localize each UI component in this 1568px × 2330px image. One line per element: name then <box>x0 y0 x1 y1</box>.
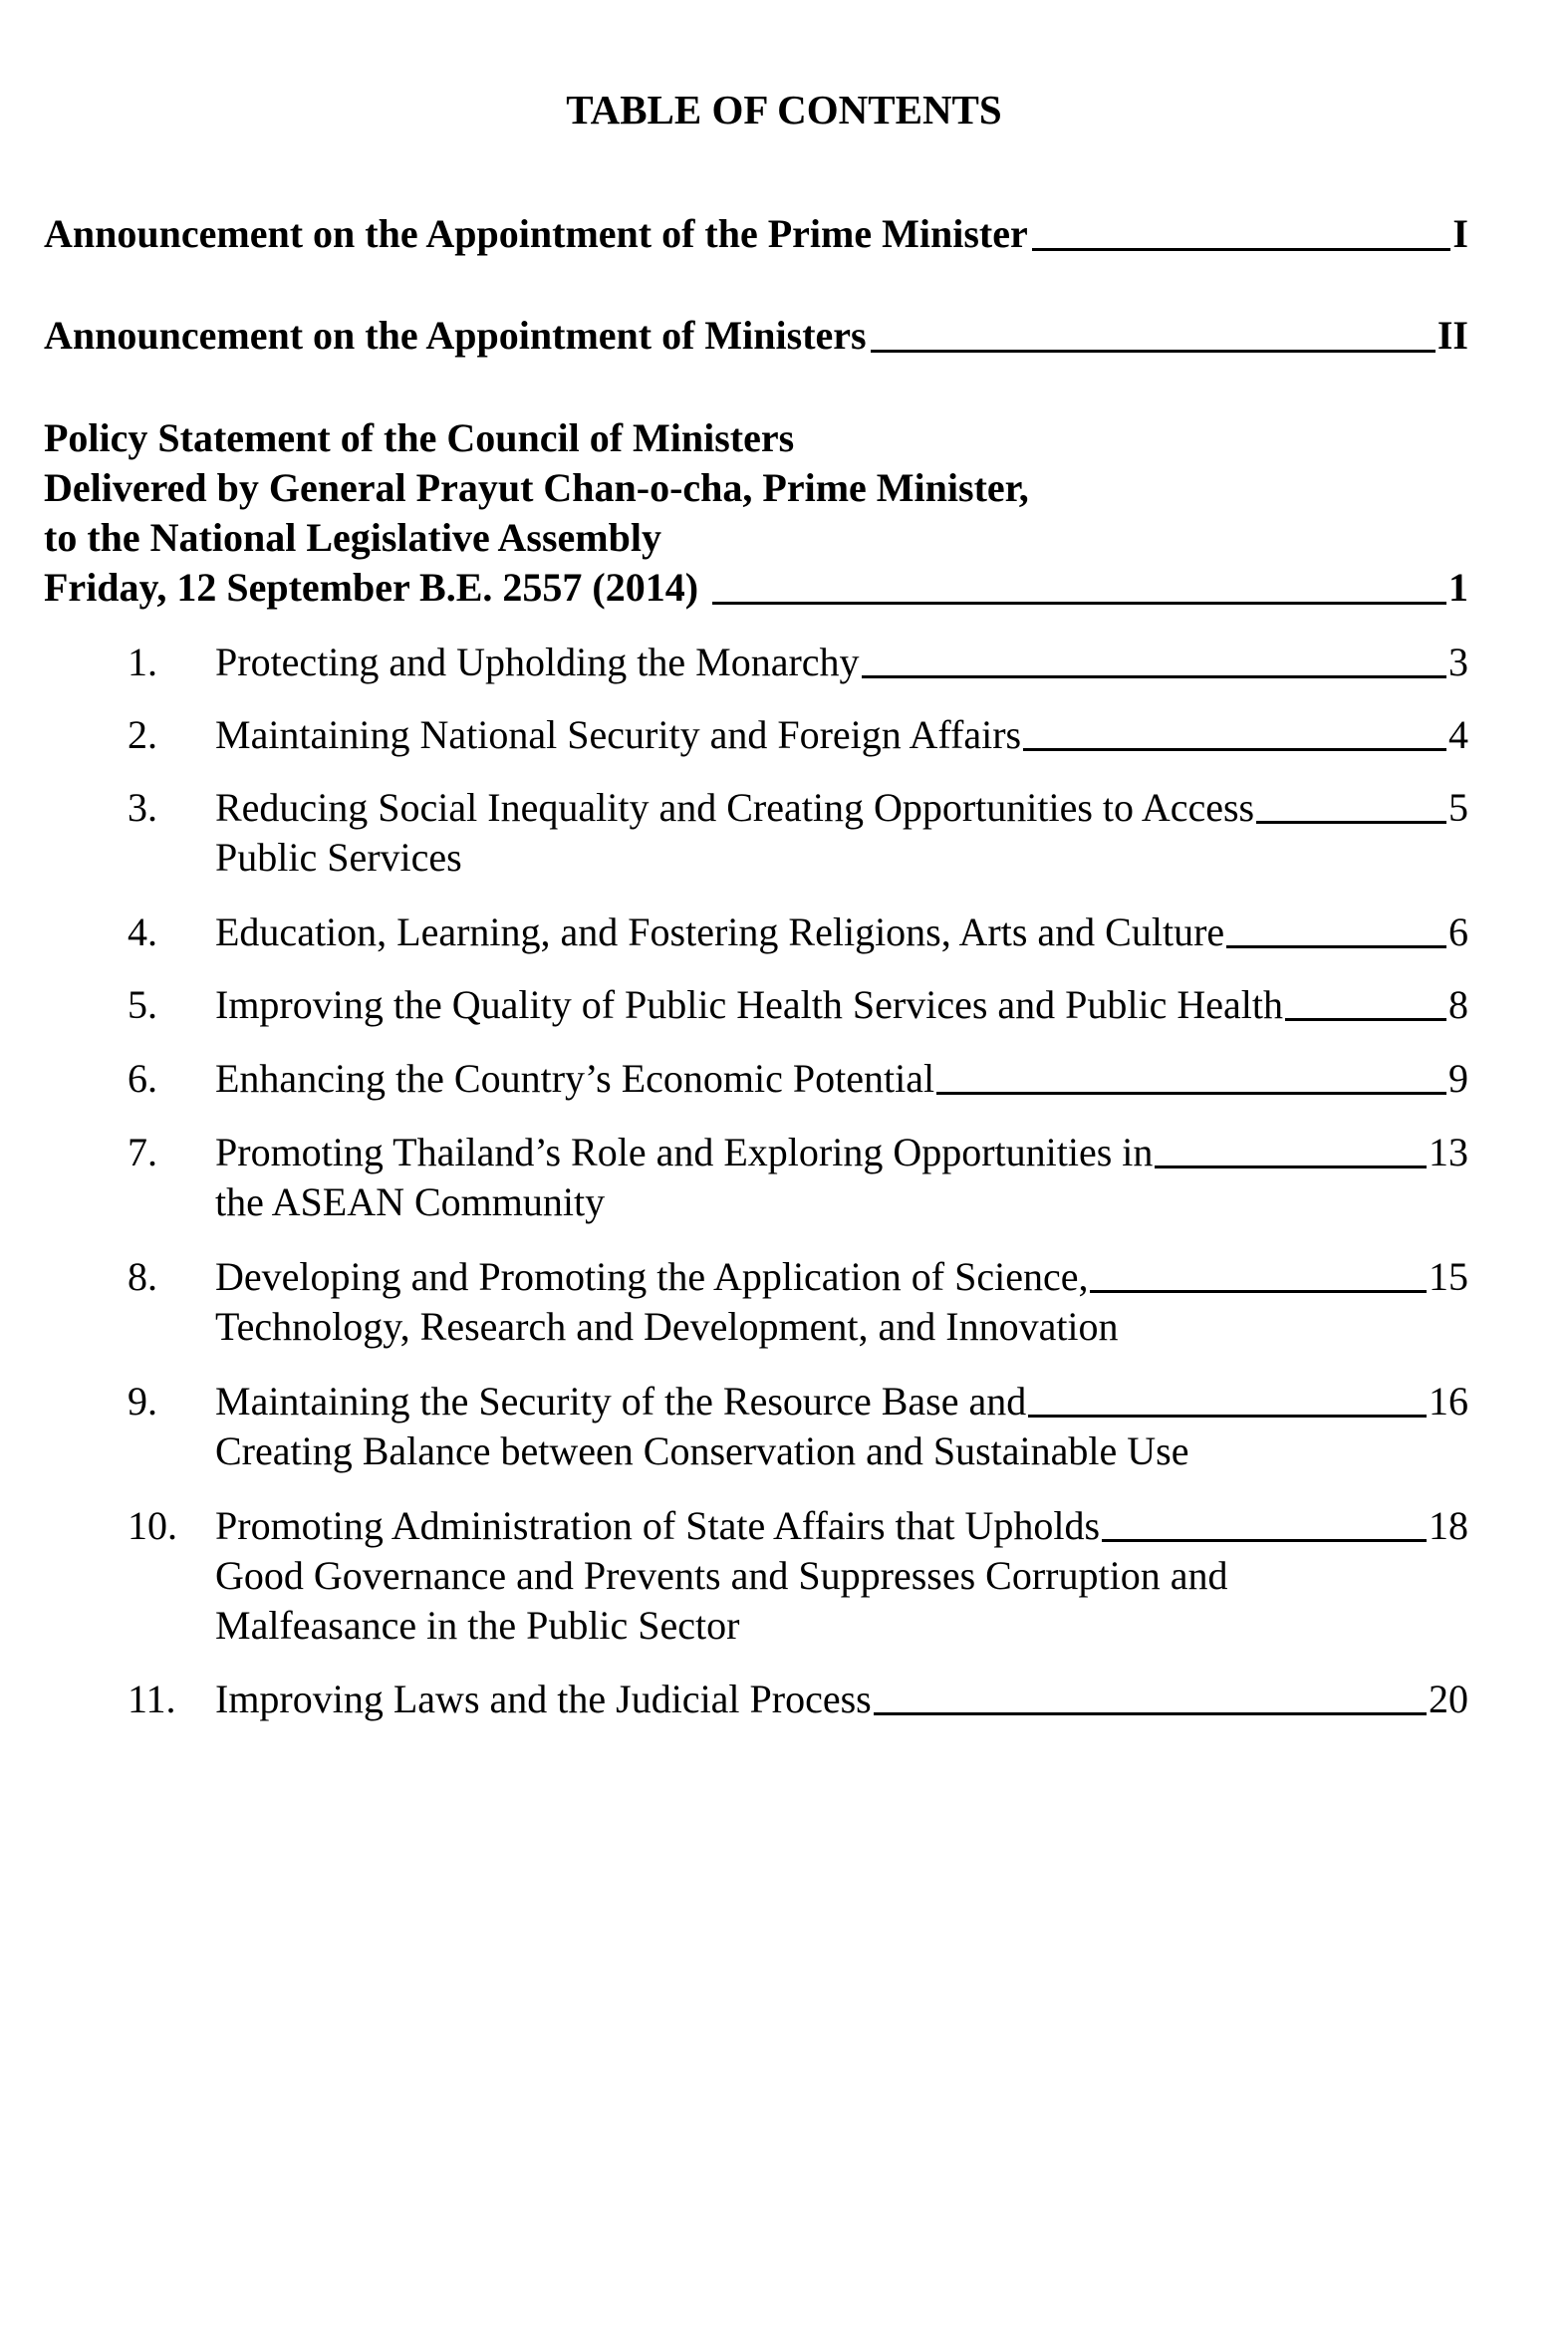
toc-item-title: Maintaining the Security of the Resource Base and <box>215 1379 1027 1424</box>
toc-item-continuation: the ASEAN Community <box>215 1179 606 1224</box>
toc-item-continuation: Good Governance and Prevents and Suppresses Corruption and <box>215 1553 1228 1598</box>
toc-item-number: 8. <box>128 1254 157 1299</box>
toc-item-body <box>215 783 1468 883</box>
toc-leader-line <box>1226 945 1446 948</box>
policy-line: to the National Legislative Assembly <box>44 515 661 560</box>
toc-leader-line <box>874 1712 1427 1715</box>
toc-item-number: 10. <box>128 1503 177 1548</box>
toc-item-number: 11. <box>128 1677 176 1721</box>
toc-page-number: 13 <box>1429 1130 1468 1174</box>
toc-item-title: Maintaining National Security and Foreign Affairs <box>215 712 1022 757</box>
toc-leader-line <box>1256 821 1446 824</box>
toc-entry-pm-appointment[interactable] <box>44 209 1468 259</box>
toc-item-first-line <box>215 1252 1468 1302</box>
toc-item-continuation: Public Services <box>215 835 462 880</box>
toc-entry-title: Announcement on the Appointment of Ministers <box>44 313 867 358</box>
toc-item-body <box>215 710 1468 760</box>
toc-leader-line <box>871 350 1436 353</box>
toc-item-body <box>215 907 1468 957</box>
toc-item-body <box>215 1501 1468 1651</box>
toc-item-title: Reducing Social Inequality and Creating Opportunities to Access <box>215 785 1255 830</box>
toc-item-body <box>215 1054 1468 1104</box>
toc-page-number: 16 <box>1429 1379 1468 1424</box>
toc-item-first-line <box>215 1675 1468 1724</box>
toc-item-first-line <box>215 1501 1468 1551</box>
toc-leader-line <box>862 675 1446 678</box>
toc-page-number: 15 <box>1429 1254 1468 1299</box>
toc-leader-line <box>712 602 1446 605</box>
toc-page-number: 18 <box>1429 1503 1468 1548</box>
toc-item-number: 2. <box>128 712 157 757</box>
toc-item-number: 9. <box>128 1379 157 1424</box>
toc-item-continuation: Creating Balance between Conservation and Sustainable Use <box>215 1428 1189 1473</box>
toc-leader-line <box>1023 748 1446 751</box>
toc-item-number: 3. <box>128 785 157 830</box>
toc-item-body <box>215 1377 1468 1476</box>
toc-page-number: I <box>1452 211 1468 256</box>
toc-entry-title: Announcement on the Appointment of the Prime Minister <box>44 211 1028 256</box>
toc-item-first-line <box>215 980 1468 1030</box>
toc-item-title: Developing and Promoting the Application of Science, <box>215 1254 1089 1299</box>
toc-leader-line <box>1032 248 1451 251</box>
toc-leader-line <box>1090 1290 1427 1293</box>
toc-item-title: Enhancing the Country’s Economic Potential <box>215 1056 935 1101</box>
toc-item-first-line <box>215 907 1468 957</box>
toc-item-title: Promoting Administration of State Affairs that Upholds <box>215 1503 1101 1548</box>
toc-leader-line <box>1102 1539 1427 1542</box>
toc-item-title: Improving Laws and the Judicial Process <box>215 1677 872 1721</box>
toc-page-number: II <box>1437 313 1468 358</box>
policy-last-line: Friday, 12 September B.E. 2557 (2014) <box>44 565 699 610</box>
toc-item-number: 6. <box>128 1056 157 1101</box>
toc-page-number: 20 <box>1429 1677 1468 1721</box>
toc-item-body <box>215 1128 1468 1227</box>
toc-item-first-line <box>215 710 1468 760</box>
toc-item-number: 5. <box>128 982 157 1027</box>
toc-entry-policy-statement-last[interactable] <box>44 563 1468 613</box>
toc-item-body <box>215 1252 1468 1352</box>
toc-item-number: 7. <box>128 1130 157 1174</box>
toc-item-body <box>215 980 1468 1030</box>
toc-page-number: 6 <box>1448 909 1468 954</box>
toc-item-title: Promoting Thailand’s Role and Exploring Opportunities in <box>215 1130 1154 1174</box>
toc-entry-ministers-appointment[interactable] <box>44 311 1468 361</box>
toc-page-number: 3 <box>1448 640 1468 684</box>
toc-item-first-line <box>215 1377 1468 1426</box>
toc-item-first-line <box>215 1128 1468 1177</box>
policy-line: Policy Statement of the Council of Ministers <box>44 415 795 460</box>
page-title: TABLE OF CONTENTS <box>566 87 1002 132</box>
toc-page-number: 4 <box>1448 712 1468 757</box>
toc-page-number: 5 <box>1448 785 1468 830</box>
toc-leader-line <box>1028 1415 1427 1418</box>
toc-item-first-line <box>215 638 1468 687</box>
toc-item-continuation: Malfeasance in the Public Sector <box>215 1603 740 1648</box>
toc-leader-line <box>936 1092 1446 1095</box>
toc-item-title: Protecting and Upholding the Monarchy <box>215 640 860 684</box>
toc-page-number: 9 <box>1448 1056 1468 1101</box>
toc-entry-policy-statement[interactable] <box>44 413 1468 563</box>
toc-item-body <box>215 1675 1468 1724</box>
toc-leader-line <box>1285 1018 1446 1021</box>
toc-item-number: 4. <box>128 909 157 954</box>
toc-item-title: Improving the Quality of Public Health Services and Public Health <box>215 982 1283 1027</box>
toc-page-number: 8 <box>1448 982 1468 1027</box>
toc-page-number: 1 <box>1448 565 1468 610</box>
toc-item-body <box>215 638 1468 687</box>
toc-item-first-line <box>215 1054 1468 1104</box>
policy-line: Delivered by General Prayut Chan-o-cha, Prime Minister, <box>44 465 1029 510</box>
toc-item-title: Education, Learning, and Fostering Religions, Arts and Culture <box>215 909 1225 954</box>
toc-leader-line <box>1155 1165 1427 1168</box>
toc-item-number: 1. <box>128 640 157 684</box>
toc-item-continuation: Technology, Research and Development, and Innovation <box>215 1304 1119 1349</box>
toc-item-first-line <box>215 783 1468 833</box>
